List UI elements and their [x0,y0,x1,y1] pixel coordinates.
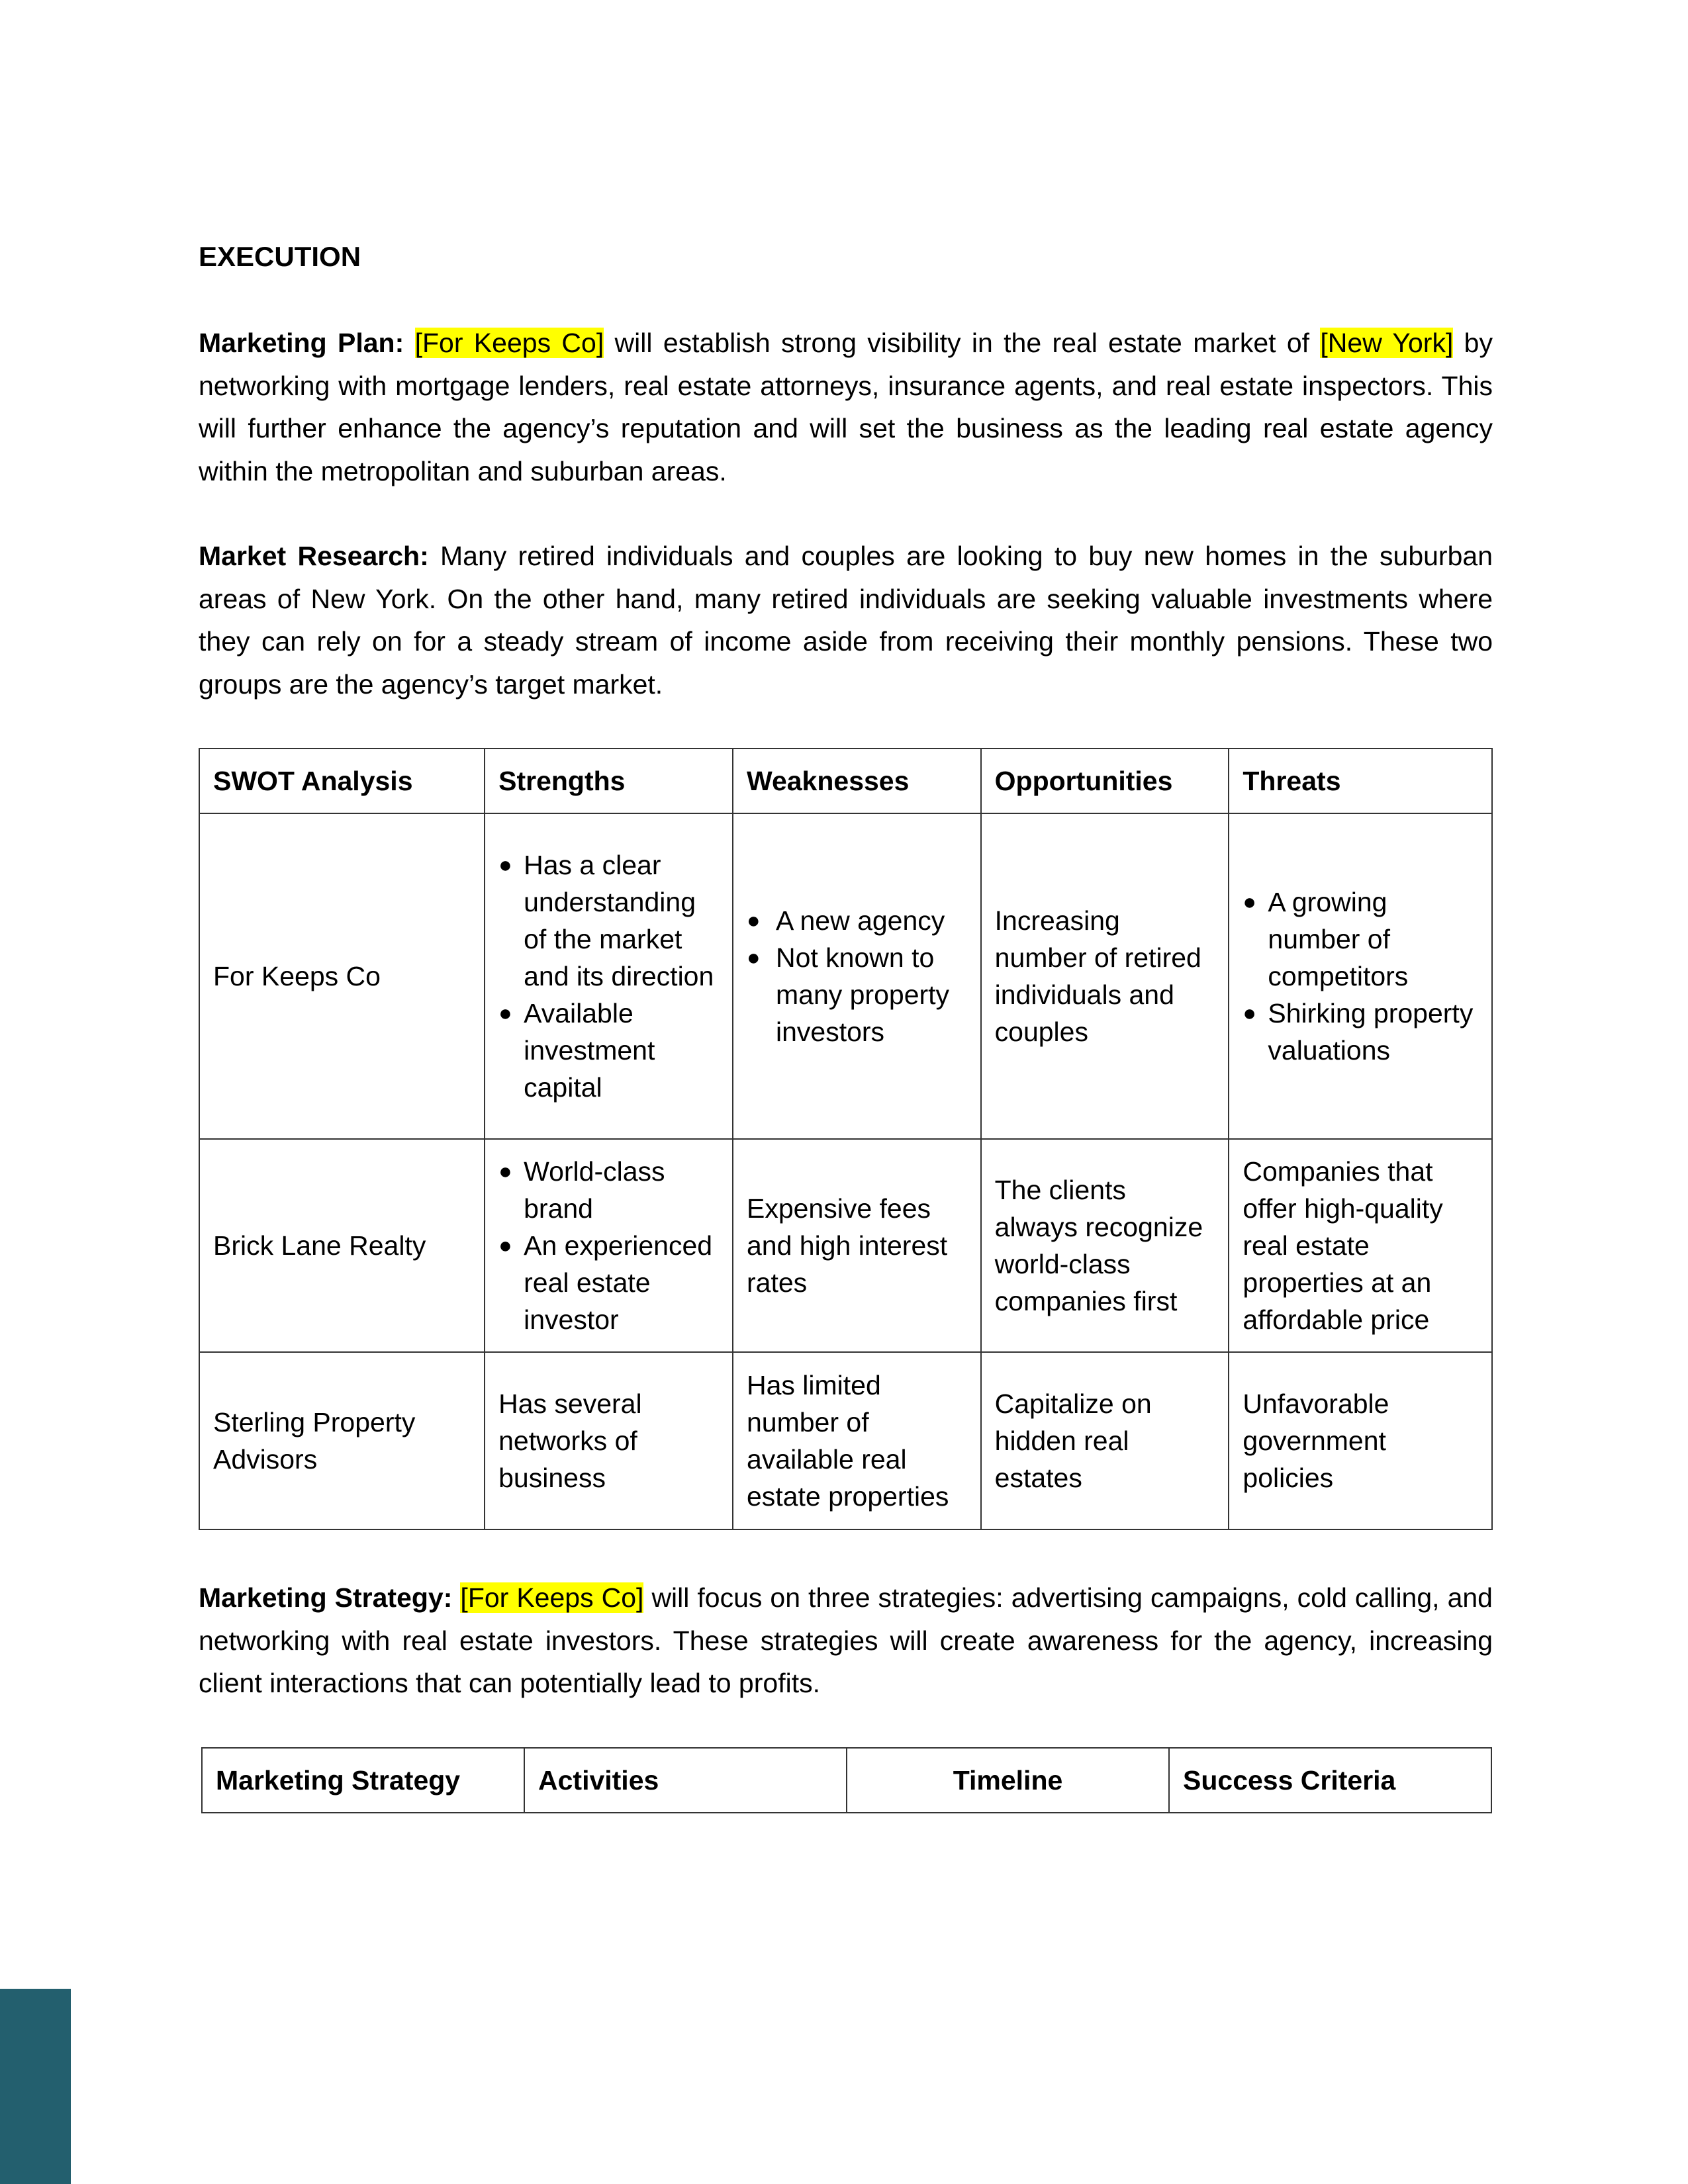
list-item: ● A growing number of competitors [1243,884,1478,995]
list-item: ● A new agency [747,902,967,939]
swot-threats-cell: Companies that offer high-quality real estate properties at an affordable price [1229,1139,1492,1352]
swot-company-name: Sterling Property Advisors [199,1352,485,1529]
table-row [199,813,1492,1139]
swot-threats-cell [1229,813,1492,1139]
marketing-plan-paragraph [199,322,1493,492]
bullet-icon: ● [746,945,761,970]
strategy-header-success-criteria: Success Criteria [1169,1748,1491,1813]
swot-opportunities-cell: Capitalize on hidden real estates [981,1352,1229,1529]
swot-header-weaknesses: Weaknesses [733,749,981,813]
list-item: ● Shirking property valuations [1243,995,1478,1069]
company-placeholder[interactable]: [For Keeps Co] [460,1582,644,1613]
bullet-icon: ● [746,908,761,933]
bullet-icon: ● [498,1233,512,1258]
list-item: ● An experienced real estate investor [498,1227,719,1338]
swot-strengths-cell [485,1139,733,1352]
bullet-icon: ● [498,852,512,878]
marketing-plan-text: will establish strong visibility in the real estate market of [604,328,1321,358]
decorative-side-bar [0,1989,71,2184]
strategy-header-row [202,1748,1491,1813]
marketing-strategy-paragraph [199,1576,1493,1705]
swot-header-analysis: SWOT Analysis [199,749,485,813]
swot-weaknesses-cell: Has limited number of available real estate properties [733,1352,981,1529]
company-placeholder[interactable]: [For Keeps Co] [414,328,604,358]
swot-company-name: Brick Lane Realty [199,1139,485,1352]
table-row [199,1352,1492,1529]
swot-header-row [199,749,1492,813]
swot-table [199,748,1493,1530]
market-research-text: Many retired individuals and couples are looking to buy new homes in the suburban areas of New York. On the other hand, many retired individuals are seeking valuable investments where they can rely on for a steady stream of income aside from receiving their monthly pensions. These two groups are the agency’s target market. [199,541,1493,700]
swot-opportunities-cell: The clients always recognize world-class companies first [981,1139,1229,1352]
marketing-strategy-text: will focus on three strategies: advertising campaigns, cold calling, and networking with real estate investors. These strategies will create awareness for the agency, increasing client interactions that can potentially lead to profits. [199,1582,1493,1698]
swot-weaknesses-cell [733,813,981,1139]
list-item: ● World-class brand [498,1153,719,1227]
strengths-list [498,1153,719,1338]
swot-header-strengths: Strengths [485,749,733,813]
swot-company-name: For Keeps Co [199,813,485,1139]
strategy-header-activities: Activities [524,1748,847,1813]
marketing-plan-text-end: by networking with mortgage lenders, real estate attorneys, insurance agents, and real estate inspectors. This will further enhance the agency’s reputation and will set the business as the leading real estate agency within the metropolitan and suburban areas. [199,328,1493,486]
list-item: ● Available investment capital [498,995,719,1106]
swot-header-threats: Threats [1229,749,1492,813]
swot-opportunities-cell: Increasing number of retired individuals and couples [981,813,1229,1139]
location-placeholder[interactable]: [New York] [1320,328,1454,358]
threats-list [1243,884,1478,1069]
swot-weaknesses-cell: Expensive fees and high interest rates [733,1139,981,1352]
swot-strengths-cell [485,813,733,1139]
market-research-label: Market Research: [199,541,429,571]
section-heading: EXECUTION [199,241,361,272]
swot-strengths-cell: Has several networks of business [485,1352,733,1529]
marketing-strategy-label: Marketing Strategy: [199,1582,453,1613]
bullet-icon: ● [1243,889,1256,915]
marketing-strategy-table [201,1747,1492,1813]
swot-threats-cell: Unfavorable government policies [1229,1352,1492,1529]
strengths-list [498,846,719,1106]
table-row [199,1139,1492,1352]
strategy-header-timeline: Timeline [847,1748,1169,1813]
strategy-header-strategy: Marketing Strategy [202,1748,524,1813]
marketing-plan-label: Marketing Plan: [199,328,404,358]
bullet-icon: ● [498,1159,512,1184]
weaknesses-list [747,902,967,1050]
bullet-icon: ● [1243,1001,1256,1026]
list-item: ● Has a clear understanding of the market and its direction [498,846,719,995]
market-research-paragraph [199,535,1493,705]
bullet-icon: ● [498,1001,512,1026]
swot-header-opportunities: Opportunities [981,749,1229,813]
list-item: ● Not known to many property investors [747,939,967,1050]
document-page [199,238,1493,1813]
